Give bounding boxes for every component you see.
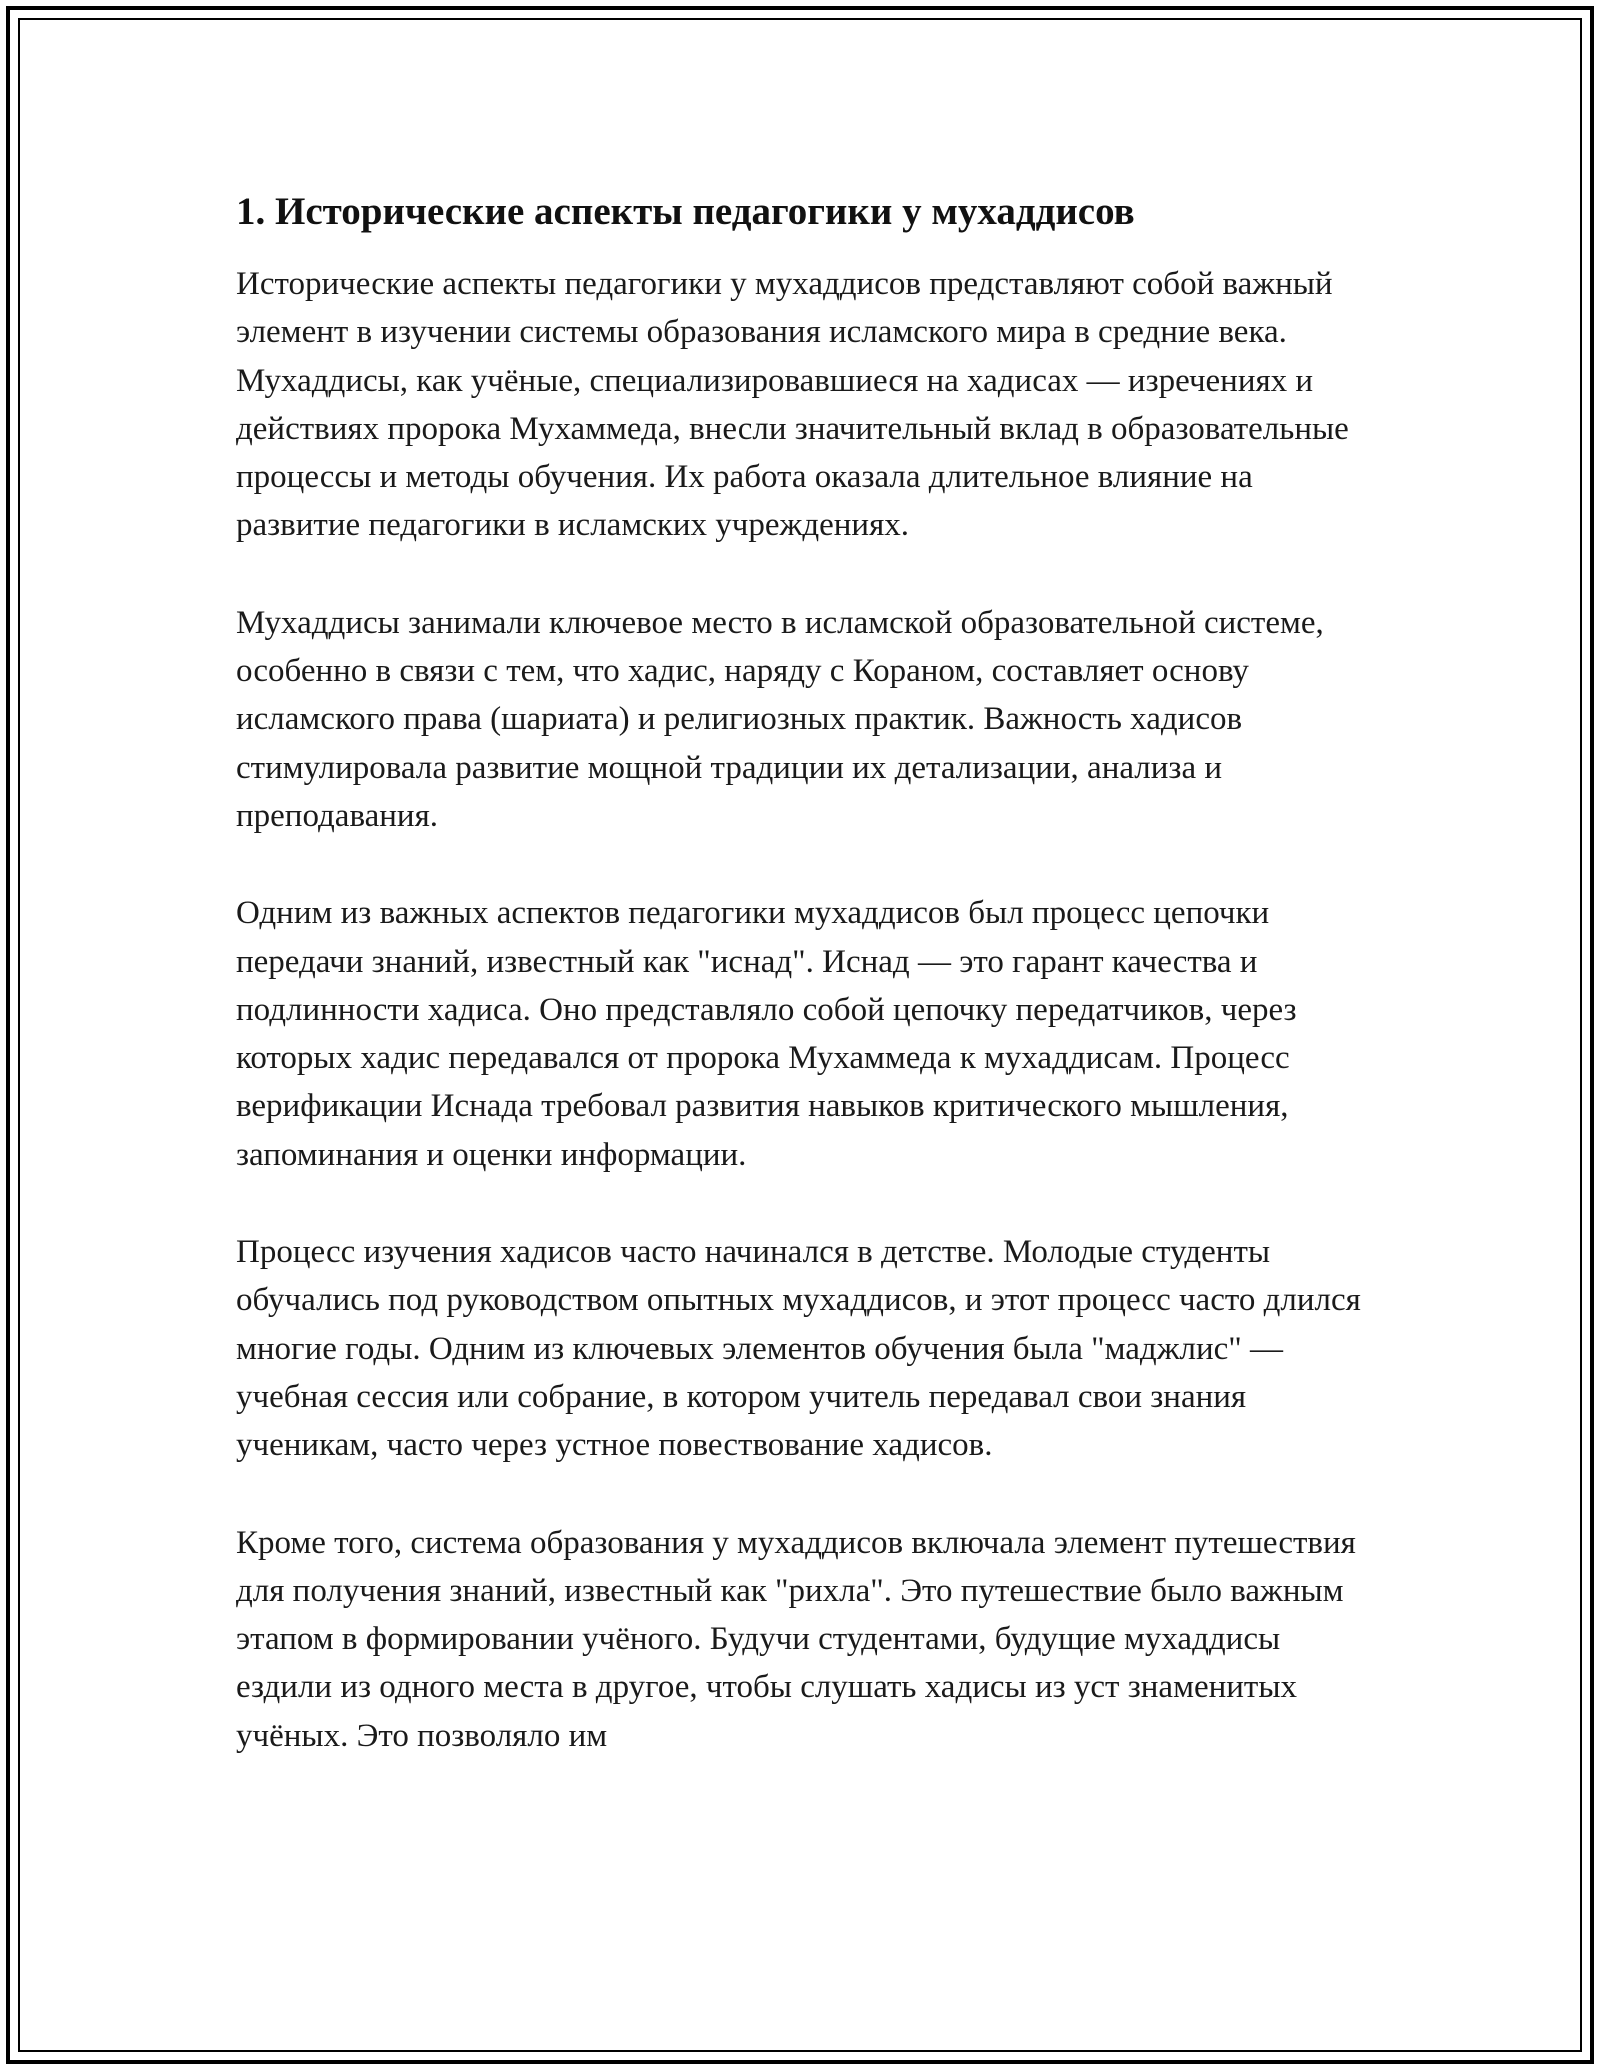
paragraph-3: Одним из важных аспектов педагогики мухаддисов был процесс цепочки передачи знаний, известный как "иснад". Иснад — это гарант качества и подлинности хадиса. Оно представляло собой цепочку передатчиков, через которых хадис передавался от пророка Мухаммеда к мухаддисам. Процесс верификации Иснада требовал развития навыков критического мышления, запоминания и оценки информации. <box>236 895 1297 1173</box>
section-heading: 1. Исторические аспекты педагогики у мухаддисов <box>236 190 1135 233</box>
paragraph-5: Кроме того, система образования у мухаддисов включала элемент путешествия для получения знаний, известный как "рихла". Это путешествие было важным этапом в формировании учёного. Будучи студентами, будущие мухаддисы ездили из одного места в другое, чтобы слушать хадисы из уст знаменитых учёных. Это позволяло им <box>236 1524 1356 1754</box>
paragraph-4: Процесс изучения хадисов часто начинался в детстве. Молодые студенты обучались под руководством опытных мухаддисов, и этот процесс часто длился многие годы. Одним из ключевых элементов обучения была "маджлис" — учебная сессия или собрание, в котором учитель передавал свои знания ученикам, часто через устное повествование хадисов. <box>236 1234 1361 1464</box>
document-body <box>236 186 1376 1809</box>
paragraph-1: Исторические аспекты педагогики у мухаддисов представляют собой важный элемент в изучении системы образования исламского мира в средние века. Мухаддисы, как учёные, специализировавшиеся на хадисах — изречениях и действиях пророка Мухаммеда, внесли значительный вклад в образовательные процессы и методы обучения. Их работа оказала длительное влияние на развитие педагогики в исламских учреждениях. <box>236 266 1349 544</box>
paragraph-2: Мухаддисы занимали ключевое место в исламской образовательной системе, особенно в связи с тем, что хадис, наряду с Кораном, составляет основу исламского права (шариата) и религиозных практик. Важность хадисов стимулировала развитие мощной традиции их детализации, анализа и преподавания. <box>236 604 1324 834</box>
